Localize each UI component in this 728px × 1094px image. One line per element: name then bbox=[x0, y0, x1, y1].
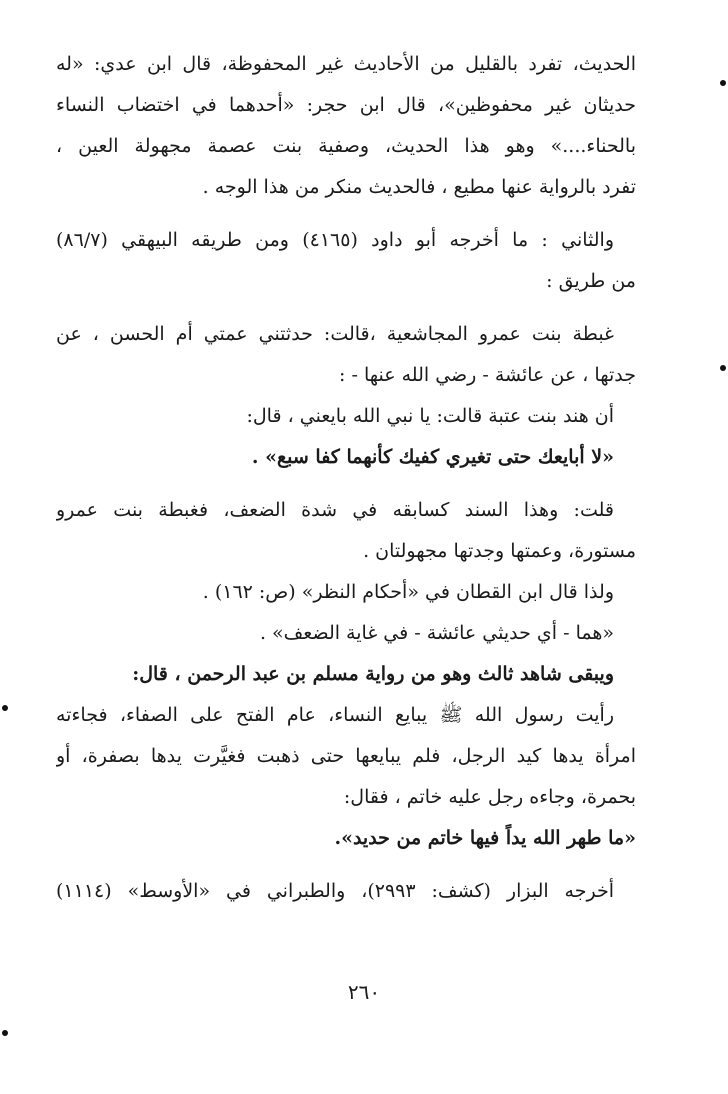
scan-edge-mark bbox=[2, 1030, 8, 1036]
scan-edge-mark bbox=[720, 365, 726, 371]
text-line: ولذا قال ابن القطان في «أحكام النظر» (ص: ١٦٢) . bbox=[202, 581, 614, 603]
paragraph-gap bbox=[56, 859, 636, 871]
text-line: رأيت رسول الله ﷺ يبايع النساء، عام الفتح على الصفاء، فجاءته bbox=[56, 704, 614, 726]
text-line: قلت: وهذا السند كسابقه في شدة الضعف، فغبطة بنت عمرو bbox=[56, 499, 614, 521]
hadith-quote: «ما طهر الله يداً فيها خاتم من حديد». bbox=[334, 827, 636, 849]
text-line: بحمرة، وجاءه رجل عليه خاتم ، فقال: bbox=[343, 786, 636, 808]
page-number: ٢٦٠ bbox=[347, 980, 381, 1004]
text-line: بالحناء....» وهو هذا الحديث، وصفية بنت عصمة مجهولة العين ، bbox=[56, 135, 636, 157]
text-line: تفرد بالرواية عنها مطيع ، فالحديث منكر من هذا الوجه . bbox=[202, 176, 636, 198]
scan-edge-mark bbox=[2, 705, 8, 711]
paragraph-takhrij bbox=[56, 871, 636, 912]
paragraph-third-witness bbox=[56, 695, 636, 859]
text-line: أن هند بنت عتبة قالت: يا نبي الله بايعني ، قال: bbox=[246, 405, 614, 427]
scan-edge-mark bbox=[720, 80, 726, 86]
text-line: أخرجه البزار (كشف: ٢٩٩٣)، والطبراني في «الأوسط» (١١١٤) bbox=[56, 880, 614, 902]
hadith-quote: «لا أبايعك حتى تغيري كفيك كأنهما كفا سبع» . bbox=[251, 446, 614, 468]
paragraph-gap bbox=[56, 478, 636, 490]
paragraph-isnad-hadith bbox=[56, 314, 636, 478]
book-page bbox=[56, 44, 636, 912]
text-line: الحديث، تفرد بالقليل من الأحاديث غير المحفوظة، قال ابن عدي: «له bbox=[56, 53, 636, 75]
paragraph-gap bbox=[56, 302, 636, 314]
text-line: مستورة، وعمتها وجدتها مجهولتان . bbox=[363, 540, 636, 562]
paragraph-grading bbox=[56, 490, 636, 695]
text-line: حديثان غير محفوظين»، قال ابن حجر: «أحدهما في اختضاب النساء bbox=[56, 94, 636, 116]
text-line: جدتها ، عن عائشة - رضي الله عنها - : bbox=[339, 364, 636, 386]
text-line: ويبقى شاهد ثالث وهو من رواية مسلم بن عبد الرحمن ، قال: bbox=[132, 663, 614, 685]
paragraph-narrator-note bbox=[56, 44, 636, 208]
text-line: والثاني : ما أخرجه أبو داود (٤١٦٥) ومن طريقه البيهقي (٨٦/٧) bbox=[56, 229, 614, 251]
text-line: غبطة بنت عمرو المجاشعية ،قالت: حدثتني عمتي أم الحسن ، عن bbox=[56, 323, 614, 345]
text-line: امرأة يدها كيد الرجل، فلم يبايعها حتى ذهبت فغيَّرت يدها بصفرة، أو bbox=[56, 745, 636, 767]
paragraph-gap bbox=[56, 208, 636, 220]
text-line: «هما - أي حديثي عائشة - في غاية الضعف» . bbox=[259, 622, 614, 644]
paragraph-second-route bbox=[56, 220, 636, 302]
text-line: من طريق : bbox=[546, 270, 636, 292]
